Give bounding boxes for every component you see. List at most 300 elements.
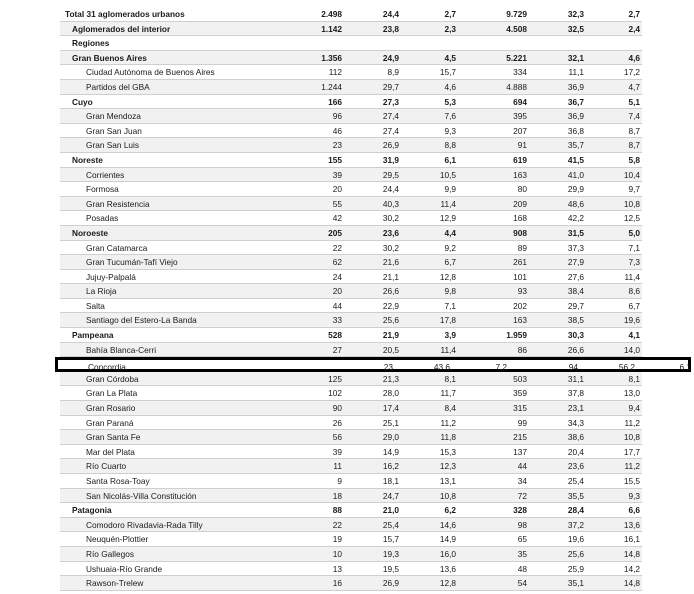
table-row: [60, 182, 642, 197]
table-cell-col1: 23: [383, 362, 393, 373]
table-cell-col6: 9,3: [628, 490, 640, 501]
table-cell-col1: 26: [332, 417, 342, 428]
table-cell-col6: 9,4: [628, 403, 640, 414]
table-cell-col1: 88: [332, 505, 342, 516]
table-cell-col3: 6,2: [444, 505, 456, 516]
table-cell-col3: 11,4: [440, 198, 456, 209]
row-label: Posadas: [86, 213, 119, 224]
table-cell-col4: 93: [517, 286, 527, 297]
table-cell-col3: 9,3: [444, 125, 456, 136]
table-cell-col6: 7,3: [628, 257, 640, 268]
table-cell-col5: 23,6: [567, 461, 584, 472]
table-cell-col4: 315: [513, 403, 527, 414]
table-cell-col2: 17,4: [382, 403, 399, 414]
row-label: Total 31 aglomerados urbanos: [65, 9, 185, 19]
table-cell-col1: 22: [332, 519, 342, 530]
table-cell-col1: 1.356: [321, 52, 342, 63]
table-cell-col2: 21,1: [382, 271, 399, 282]
table-cell-col6: 11,2: [624, 417, 640, 428]
table-cell-col6: 17,7: [623, 446, 640, 457]
table-row: [60, 7, 642, 22]
table-cell-col3: 7,6: [444, 111, 456, 122]
table-cell-col3: 4,5: [444, 52, 456, 63]
table-cell-col1: 10: [332, 548, 342, 559]
table-row: [60, 168, 642, 183]
row-label: San Nicolás-Villa Constitución: [86, 490, 197, 501]
table-cell-col2: 29,0: [382, 432, 399, 443]
table-cell-col4: 4.508: [506, 23, 527, 34]
table-cell-col2: 8,9: [387, 67, 399, 78]
table-row: [60, 518, 642, 533]
row-label: Salta: [86, 300, 105, 311]
table-row: [60, 386, 642, 401]
table-cell-col6: 11,4: [624, 271, 640, 282]
table-row: [60, 95, 642, 110]
table-cell-col1: 33: [332, 315, 342, 326]
table-cell-col1: 44: [332, 300, 342, 311]
table-row: [60, 562, 642, 577]
table-cell-col1: 1.244: [321, 81, 342, 92]
table-cell-col1: 39: [332, 169, 342, 180]
table-cell-col1: 96: [332, 111, 342, 122]
table-cell-col2: 22,9: [382, 300, 399, 311]
table-cell-col4: 908: [513, 227, 527, 238]
row-label: Mar del Plata: [86, 446, 135, 457]
table-cell-col5: 35,5: [567, 490, 584, 501]
table-cell-col1: 102: [328, 388, 342, 399]
row-label: Gran Catamarca: [86, 242, 148, 253]
table-cell-col4: 334: [513, 67, 527, 78]
table-row: [60, 241, 642, 256]
table-cell-col1: 528: [328, 330, 342, 341]
table-cell-col6: 11,2: [624, 461, 640, 472]
table-cell-col6: 8,7: [628, 125, 640, 136]
table-cell-col3: 9,2: [444, 242, 456, 253]
table-cell-col4: 91: [517, 140, 527, 151]
table-cell-col5: 37,2: [567, 519, 584, 530]
table-cell-col3: 4,4: [444, 227, 456, 238]
table-cell-col2: 30,2: [382, 213, 399, 224]
table-cell-col1: 27: [332, 344, 342, 355]
table-cell-col1: 2.498: [321, 9, 342, 19]
table-cell-col3: 5,3: [444, 96, 456, 107]
table-cell-col1: 125: [328, 373, 342, 384]
table-row: [60, 445, 642, 460]
table-cell-col5: 34,3: [567, 417, 584, 428]
table-cell-col5: 20,4: [567, 446, 584, 457]
table-cell-col3: 2,3: [444, 23, 456, 34]
table-cell-col2: 25,6: [382, 315, 399, 326]
table-cell-col6: 10,4: [623, 169, 640, 180]
table-row: [60, 255, 642, 270]
table-row: [60, 489, 642, 504]
table-cell-col3: 9,8: [444, 286, 456, 297]
table-cell-col6: 6,6: [628, 505, 640, 516]
table-cell-col3: 12,8: [439, 271, 456, 282]
table-cell-col4: 44: [517, 461, 527, 472]
table-cell-col4: 86: [517, 344, 527, 355]
table-cell-col5: 56,2: [618, 362, 635, 373]
table-row: [60, 430, 642, 445]
table-cell-col5: 35,7: [567, 140, 584, 151]
table-cell-col1: 205: [328, 227, 342, 238]
table-cell-col2: 24,7: [382, 490, 399, 501]
table-cell-col3: 16,0: [439, 548, 456, 559]
table-cell-col3: 9,9: [444, 184, 456, 195]
row-label: Río Cuarto: [86, 461, 127, 472]
table-cell-col1: 56: [332, 432, 342, 443]
table-row: [60, 576, 642, 591]
table-cell-col5: 36,7: [567, 96, 584, 107]
table-cell-col3: 6,7: [444, 257, 456, 268]
table-cell-col5: 36,9: [567, 81, 584, 92]
row-label: Ushuaia-Río Grande: [86, 563, 163, 574]
table-cell-col2: 14,9: [382, 446, 399, 457]
table-cell-col1: 90: [332, 403, 342, 414]
table-cell-col2: 19,5: [382, 563, 399, 574]
table-cell-col1: 1.142: [321, 23, 342, 34]
table-cell-col5: 25,9: [567, 563, 584, 574]
table-row: [60, 22, 642, 37]
table-row: [60, 299, 642, 314]
table-cell-col5: 31,5: [567, 227, 584, 238]
table-cell-col1: 39: [332, 446, 342, 457]
table-cell-col6: 17,2: [623, 67, 640, 78]
row-label: Jujuy-Palpalá: [86, 271, 136, 282]
row-label: Noroeste: [72, 227, 108, 238]
table-cell-col1: 20: [332, 184, 342, 195]
table-cell-col5: 32,1: [567, 52, 584, 63]
table-cell-col6: 15,5: [623, 476, 640, 486]
table-cell-col4: 328: [513, 505, 527, 516]
row-label: La Rioja: [86, 286, 117, 297]
table-cell-col4: 137: [513, 446, 527, 457]
row-label: Gran Rosario: [86, 403, 136, 414]
row-label: Partidos del GBA: [86, 81, 150, 92]
table-cell-col5: 41,0: [567, 169, 584, 180]
table-cell-col5: 29,9: [567, 184, 584, 195]
table-cell-col6: 14,0: [623, 344, 640, 355]
table-cell-col4: 89: [517, 242, 527, 253]
table-cell-col2: 15,7: [382, 534, 399, 545]
row-label: Corrientes: [86, 169, 125, 180]
table-row: [60, 547, 642, 562]
table-cell-col3: 6,1: [444, 154, 456, 165]
row-label: Río Gallegos: [86, 548, 134, 559]
table-cell-col6: 5,1: [628, 96, 640, 107]
table-cell-col3: 12,9: [439, 213, 456, 224]
row-label: Gran Paraná: [86, 417, 134, 428]
table-row: [60, 80, 642, 95]
table-row: [60, 532, 642, 547]
table-cell-col1: 62: [332, 257, 342, 268]
table-cell-col4: 163: [513, 315, 527, 326]
highlighted-table-row: [55, 357, 691, 372]
table-cell-col3: 10,8: [439, 490, 456, 501]
table-cell-col5: 25,4: [567, 476, 584, 486]
table-cell-col1: 13: [332, 563, 342, 574]
table-cell-col2: 20,5: [382, 344, 399, 355]
table-cell-col6: 8,6: [628, 286, 640, 297]
table-cell-col3: 10,5: [439, 169, 456, 180]
table-cell-col6: 5,0: [628, 227, 640, 238]
table-cell-col6: 5,8: [628, 154, 640, 165]
table-cell-col3: 3,9: [444, 330, 456, 341]
table-cell-col2: 18,1: [382, 476, 399, 486]
table-cell-col6: 12,5: [623, 213, 640, 224]
table-cell-col6: 10,8: [623, 198, 640, 209]
table-cell-col4: 202: [513, 300, 527, 311]
table-cell-col5: 32,5: [567, 23, 584, 34]
table-cell-col4: 101: [513, 271, 527, 282]
table-cell-col3: 7,2: [495, 362, 507, 373]
table-cell-col1: 55: [332, 198, 342, 209]
table-cell-col6: 7,4: [628, 111, 640, 122]
row-label: Aglomerados del interior: [72, 23, 171, 34]
table-cell-col4: 65: [517, 534, 527, 545]
row-label: Gran Santa Fe: [86, 432, 141, 443]
table-cell-col5: 30,3: [567, 330, 584, 341]
table-cell-col4: 207: [513, 125, 527, 136]
table-cell-col4: 215: [513, 432, 527, 443]
table-row: [60, 153, 642, 168]
table-cell-col5: 25,6: [567, 548, 584, 559]
table-row: [60, 474, 642, 489]
table-row: [60, 138, 642, 153]
table-cell-col6: 13,0: [623, 388, 640, 399]
table-cell-col6: 10,8: [623, 432, 640, 443]
row-label: Rawson-Trelew: [86, 578, 144, 589]
table-cell-col3: 4,6: [444, 81, 456, 92]
table-cell-col1: 24: [332, 271, 342, 282]
table-cell-col5: 23,1: [567, 403, 584, 414]
table-cell-col2: 29,5: [382, 169, 399, 180]
table-row: [60, 313, 642, 328]
table-cell-col6: 4,1: [628, 330, 640, 341]
table-cell-col5: 28,4: [567, 505, 584, 516]
table-cell-col3: 2,7: [444, 9, 456, 19]
table-cell-col1: 46: [332, 125, 342, 136]
table-row: [60, 226, 642, 241]
row-label: Santa Rosa-Toay: [86, 476, 150, 486]
table-cell-col3: 11,7: [440, 388, 456, 399]
table-cell-col3: 8,4: [444, 403, 456, 414]
table-cell-col2: 25,4: [382, 519, 399, 530]
table-cell-col3: 11,2: [440, 417, 456, 428]
table-row: [60, 51, 642, 66]
table-cell-col1: 19: [332, 534, 342, 545]
table-row: [60, 65, 642, 80]
table-cell-col4: 1.959: [506, 330, 527, 341]
table-cell-col5: 35,1: [567, 578, 584, 589]
table-cell-col3: 8,1: [444, 373, 456, 384]
table-row: [60, 211, 642, 226]
table-cell-col6: 16,1: [623, 534, 640, 545]
table-cell-col5: 41,5: [567, 154, 584, 165]
table-cell-col2: 24,4: [382, 184, 399, 195]
table-cell-col1: 11: [333, 461, 342, 472]
table-cell-col1: 166: [328, 96, 342, 107]
table-cell-col2: 27,4: [382, 125, 399, 136]
table-cell-col5: 38,5: [567, 315, 584, 326]
row-label: Patagonia: [72, 505, 112, 516]
table-cell-col2: 27,4: [382, 111, 399, 122]
data-table: [60, 7, 691, 591]
row-label: Cuyo: [72, 96, 93, 107]
table-cell-col3: 14,9: [439, 534, 456, 545]
table-cell-col1: 112: [328, 67, 342, 78]
table-cell-col4: 619: [513, 154, 527, 165]
table-row: [60, 372, 642, 387]
table-cell-col2: 26,6: [382, 286, 399, 297]
table-cell-col2: 27,3: [382, 96, 399, 107]
table-cell-col2: 19,3: [382, 548, 399, 559]
table-cell-col2: 24,4: [382, 9, 399, 19]
table-cell-col3: 17,8: [439, 315, 456, 326]
table-row: [60, 416, 642, 431]
table-cell-col2: 21,6: [382, 257, 399, 268]
table-cell-col3: 12,8: [439, 578, 456, 589]
table-cell-col5: 37,3: [567, 242, 584, 253]
table-cell-col6: 6,1: [679, 362, 691, 373]
table-cell-col4: 5.221: [506, 52, 527, 63]
table-cell-col4: 94: [568, 362, 578, 373]
table-cell-col2: 40,3: [382, 198, 399, 209]
table-cell-col6: 2,4: [628, 23, 640, 34]
table-row: [60, 459, 642, 474]
table-cell-col6: 2,7: [628, 9, 640, 19]
row-label: Concordia: [88, 362, 126, 373]
table-cell-col6: 13,6: [623, 519, 640, 530]
table-cell-col4: 98: [517, 519, 527, 530]
row-label: Gran Buenos Aires: [72, 52, 147, 63]
table-cell-col3: 14,6: [439, 519, 456, 530]
table-cell-col6: 14,2: [623, 563, 640, 574]
table-cell-col5: 27,9: [567, 257, 584, 268]
table-cell-col5: 19,6: [567, 534, 584, 545]
table-cell-col5: 38,4: [567, 286, 584, 297]
table-row: [60, 36, 642, 51]
table-cell-col4: 35: [517, 548, 527, 559]
row-label: Comodoro Rivadavia-Rada Tilly: [86, 519, 203, 530]
table-cell-col6: 9,7: [628, 184, 640, 195]
table-cell-col1: 18: [332, 490, 342, 501]
table-cell-col5: 48,6: [567, 198, 584, 209]
table-cell-col6: 4,6: [628, 52, 640, 63]
row-label: Gran Tucumán-Tafí Viejo: [86, 257, 178, 268]
table-cell-col4: 4.888: [506, 81, 527, 92]
table-cell-col5: 31,1: [567, 373, 584, 384]
table-cell-col4: 80: [517, 184, 527, 195]
row-label: Bahía Blanca-Cerri: [86, 344, 157, 355]
row-label: Gran La Plata: [86, 388, 138, 399]
table-cell-col2: 26,9: [382, 578, 399, 589]
table-cell-col5: 42,2: [567, 213, 584, 224]
table-cell-col3: 15,3: [439, 446, 456, 457]
table-cell-col6: 14,8: [623, 578, 640, 589]
table-cell-col3: 11,4: [440, 344, 456, 355]
table-row: [60, 401, 642, 416]
table-cell-col5: 36,8: [567, 125, 584, 136]
table-cell-col3: 15,7: [439, 67, 456, 78]
table-row: [60, 328, 642, 343]
table-cell-col4: 694: [513, 96, 527, 107]
table-cell-col1: 20: [332, 286, 342, 297]
table-cell-col5: 27,6: [567, 271, 584, 282]
table-row: [60, 109, 642, 124]
table-cell-col4: 359: [513, 388, 527, 399]
table-cell-col2: 28,0: [382, 388, 399, 399]
table-cell-col6: 19,6: [623, 315, 640, 326]
table-cell-col3: 12,3: [439, 461, 456, 472]
table-cell-col6: 8,7: [628, 140, 640, 151]
row-label: Pampeana: [72, 330, 114, 341]
table-cell-col3: 13,1: [439, 476, 456, 486]
table-cell-col2: 24,9: [382, 52, 399, 63]
table-cell-col6: 4,7: [628, 81, 640, 92]
table-cell-col4: 72: [517, 490, 527, 501]
table-cell-col4: 395: [513, 111, 527, 122]
row-label: Neuquén-Plottier: [86, 534, 149, 545]
table-cell-col4: 54: [517, 578, 527, 589]
table-cell-col4: 48: [517, 563, 527, 574]
table-cell-col2: 23,8: [382, 23, 399, 34]
table-cell-col4: 9.729: [506, 9, 527, 19]
table-row: [60, 503, 642, 518]
row-label: Santiago del Estero-La Banda: [86, 315, 197, 326]
row-label: Gran San Juan: [86, 125, 142, 136]
table-cell-col1: 155: [328, 154, 342, 165]
table-row: [60, 270, 642, 285]
table-cell-col4: 503: [513, 373, 527, 384]
table-cell-col4: 99: [517, 417, 527, 428]
table-cell-col2: 21,3: [382, 373, 399, 384]
table-cell-col6: 6,7: [628, 300, 640, 311]
row-label: Gran Mendoza: [86, 111, 141, 122]
table-cell-col5: 36,9: [567, 111, 584, 122]
table-cell-col2: 16,2: [382, 461, 399, 472]
row-label: Ciudad Autónoma de Buenos Aires: [86, 67, 215, 78]
table-cell-col4: 261: [513, 257, 527, 268]
row-label: Gran Córdoba: [86, 373, 139, 384]
table-cell-col5: 32,3: [567, 9, 584, 19]
table-row: [60, 197, 642, 212]
table-cell-col2: 26,9: [382, 140, 399, 151]
row-label: Gran San Luis: [86, 140, 140, 151]
table-cell-col6: 7,1: [628, 242, 640, 253]
table-row: [60, 124, 642, 139]
table-cell-col6: 8,1: [628, 373, 640, 384]
table-cell-col4: 163: [513, 169, 527, 180]
table-row: [60, 343, 642, 358]
table-cell-col2: 21,0: [382, 505, 399, 516]
table-cell-col2: 23,6: [382, 227, 399, 238]
table-cell-col1: 22: [332, 242, 342, 253]
table-cell-col1: 9: [337, 476, 342, 486]
table-cell-col3: 11,8: [440, 432, 456, 443]
table-cell-col2: 43,6: [433, 362, 450, 373]
table-cell-col2: 31,9: [382, 154, 399, 165]
row-label: Noreste: [72, 154, 103, 165]
table-cell-col3: 7,1: [444, 300, 456, 311]
table-cell-col6: 14,8: [623, 548, 640, 559]
table-cell-col4: 34: [517, 476, 527, 486]
row-label: Gran Resistencia: [86, 198, 150, 209]
table-cell-col1: 42: [332, 213, 342, 224]
table-cell-col5: 26,6: [567, 344, 584, 355]
table-cell-col4: 209: [513, 198, 527, 209]
table-cell-col5: 38,6: [567, 432, 584, 443]
